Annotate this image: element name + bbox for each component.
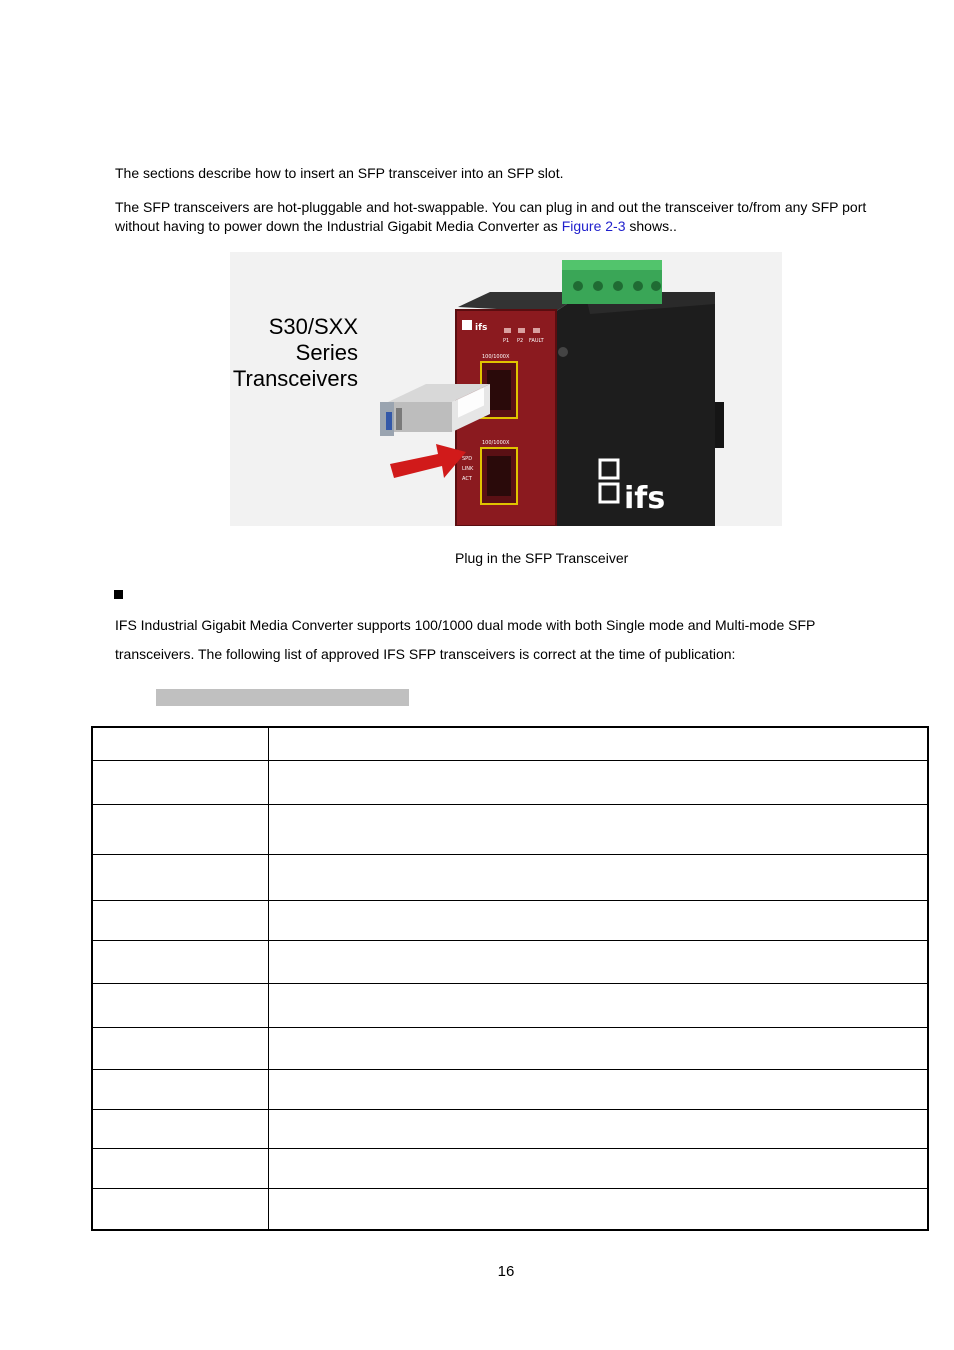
- svg-text:P1: P1: [503, 338, 510, 344]
- svg-text:P2: P2: [517, 338, 524, 344]
- front-logo-text: ifs: [475, 323, 488, 333]
- terminal-block: [562, 260, 662, 304]
- table-row: [92, 900, 928, 941]
- table-row: [92, 804, 928, 855]
- insertion-arrow: [390, 444, 466, 478]
- device-illustration: [230, 252, 782, 526]
- section-para-line-1: IFS Industrial Gigabit Media Converter supports 100/1000 dual mode with both Single mode and Multi-mode SFP: [115, 617, 816, 633]
- figure-2-3-link[interactable]: Figure 2-3: [561, 218, 626, 234]
- page-number: 16: [497, 1263, 515, 1280]
- table-row: [92, 1028, 928, 1070]
- intro-line-1: The sections describe how to insert an SFP transceiver into an SFP slot.: [115, 165, 564, 181]
- figure-label-line-3: Transceivers: [232, 366, 358, 391]
- figure-label-line-2: Series: [295, 340, 358, 365]
- svg-text:LINK: LINK: [462, 466, 474, 472]
- svg-text:SPD: SPD: [462, 456, 473, 462]
- table-row: [92, 727, 928, 760]
- section-bullet: [114, 590, 123, 599]
- intro-line-2: The SFP transceivers are hot-pluggable and hot-swappable. You can plug in and out the transceiver to/from any SFP port: [115, 199, 867, 215]
- svg-text:100/1000X: 100/1000X: [482, 440, 510, 446]
- table-row: [92, 855, 928, 900]
- table-title-placeholder: [156, 689, 409, 706]
- table-row: [92, 760, 928, 804]
- figure-caption: Plug in the SFP Transceiver: [455, 550, 629, 566]
- intro-line-3: [115, 216, 677, 236]
- table-row: [92, 1110, 928, 1149]
- sfp-insertion-figure: [230, 252, 782, 526]
- section-para-line-2: transceivers. The following list of approved IFS SFP transceivers is correct at the time of publication:: [115, 646, 736, 662]
- intro-line-3-text: without having to power down the Industrial Gigabit Media Converter as: [115, 218, 562, 234]
- table-row: [92, 1188, 928, 1230]
- svg-text:ACT: ACT: [462, 476, 472, 482]
- intro-line-3-tail: shows..: [625, 218, 677, 234]
- table-row: [92, 1148, 928, 1188]
- table-row: [92, 984, 928, 1028]
- svg-text:FAULT: FAULT: [529, 338, 544, 344]
- table-row: [92, 1070, 928, 1110]
- svg-text:ifs: ifs: [624, 481, 666, 516]
- figure-label-line-1: S30/SXX: [268, 314, 358, 339]
- svg-text:100/1000X: 100/1000X: [482, 354, 510, 360]
- table-row: [92, 941, 928, 984]
- sfp-transceiver-table: [91, 726, 929, 1231]
